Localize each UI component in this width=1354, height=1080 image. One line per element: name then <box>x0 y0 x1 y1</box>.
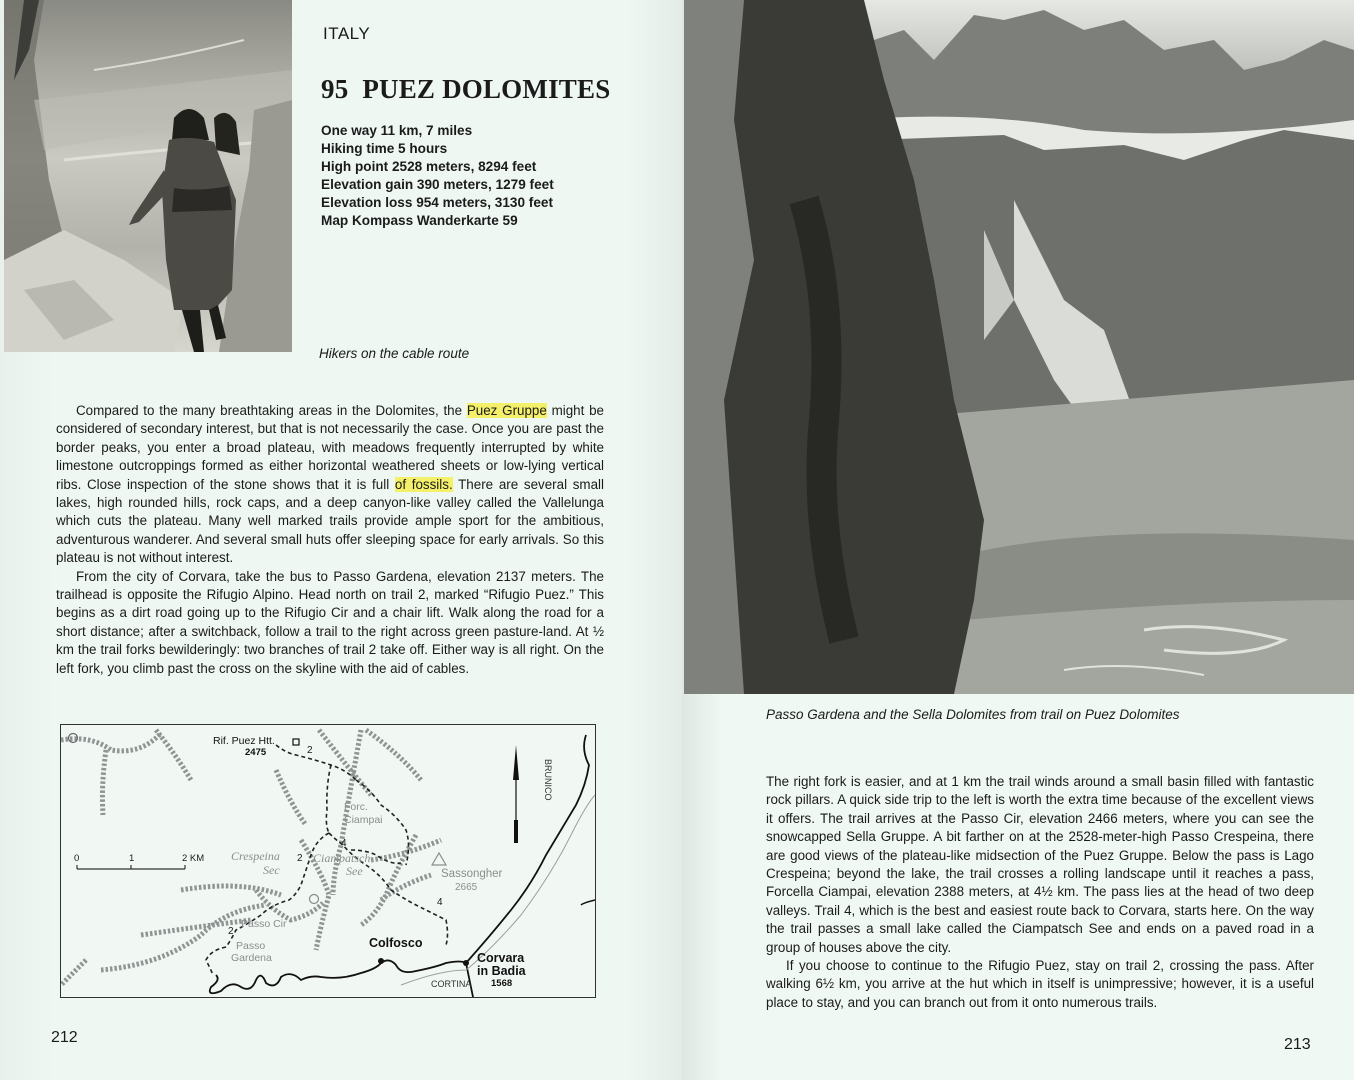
north-arrow-icon <box>513 745 519 780</box>
hike-number: 95 <box>321 74 349 104</box>
stat-elevation-loss: Elevation loss 954 meters, 3130 feet <box>321 195 553 210</box>
country-label: ITALY <box>323 24 371 43</box>
right-paragraph-1: The right fork is easier, and at 1 km the trail winds around a small basin filled with fantastic rock pillars. A quick side trip to the left is worth the extra time because of the excellent views it offers. The trail arrives at the Passo Cir, elevation 2466 meters, where you can see the snowcapped Sella Gruppe. A bit farther on at the 2528-meter-high Passo Crespeina, there are good views of the plateau-like midsection of the Puez Gruppe. Below the pass is Lago Crespeina; beyond the lake, the trail crosses a rolling landscape until it reaches a pass, Forcella Ciampai, elevation 2388 meters, at 4½ km. The pass lies at the head of two deep valleys. Trail 4, which is the best and easiest route back to Corvara, starts here. On the way the trail passes a small lake called the Ciampatsch See and ends on a paved road in a group of houses above the city. <box>766 774 1314 955</box>
hikers-photo <box>4 0 292 352</box>
corvara-dot <box>463 960 469 966</box>
left-body-text <box>56 402 604 678</box>
text-run: There are several small lakes, high rounded hills, rock caps, and a deep canyon-like valley called the Vallelunga which cuts the plateau. Many well marked trails provide ample sport for the ambitious, adventurous wanderer. And several small huts offer sleeping space for early arrivals. So this plateau is not without interest. <box>56 476 604 566</box>
left-paragraph-1 <box>56 402 604 568</box>
map-label-gardena: Gardena <box>231 952 272 964</box>
map-label-corvara-elev: 1568 <box>491 978 513 989</box>
stat-distance: One way 11 km, 7 miles <box>321 123 473 138</box>
stat-high-point: High point 2528 meters, 8294 feet <box>321 159 537 174</box>
map-label-sec: Sec <box>263 863 280 877</box>
map-label-passo: Passo <box>236 940 266 952</box>
text-run: Compared to the many breathtaking areas in the Dolomites, the <box>76 403 467 418</box>
page-number-right: 213 <box>1284 1036 1311 1053</box>
map-label-rif-puez-elev: 2475 <box>245 747 267 758</box>
scale-tick-2: 2 KM <box>182 853 205 864</box>
left-paragraph-2: From the city of Corvara, take the bus to Passo Gardena, elevation 2137 meters. The trailhead is opposite the Rifugio Alpino. Head north on trail 2, marked “Rifugio Puez.” This begins as a dirt road going up to the Rifugio Cir and a chair lift. Walk along the road for a short distance; after a switchback, follow a trail to the right across green pasture-land. At ½ km the trail forks bewilderingly: two branches of trail 2 take off. Either way is all right. On the left fork, you climb past the cross on the skyline with the aid of cables. <box>56 568 604 676</box>
map-label-ciampai: Ciampai <box>344 814 383 826</box>
map-label-forc: Forc. <box>344 801 368 813</box>
map-label-ciampatsch: Ciampatsch <box>313 851 371 865</box>
dolomites-photo-caption: Passo Gardena and the Sella Dolomites from trail on Puez Dolomites <box>766 707 1180 722</box>
map-label-in-badia: in Badia <box>477 964 526 978</box>
map-label-rif-puez: Rif. Puez Htt. <box>213 735 275 747</box>
scale-bar <box>77 865 185 869</box>
viewpoint-icon <box>310 895 319 904</box>
stat-elevation-gain: Elevation gain 390 meters, 1279 feet <box>321 177 554 192</box>
map-label-sassongher-elev: 2665 <box>455 882 478 893</box>
scale-tick-0: 0 <box>74 853 80 864</box>
hikers-photo-caption: Hikers on the cable route <box>319 346 470 361</box>
map-label-see: See <box>346 864 363 878</box>
page-number-left: 212 <box>51 1029 78 1046</box>
highlight-fossils: of fossils. <box>394 476 453 492</box>
map-label-colfosco: Colfosco <box>369 936 423 950</box>
map-label-sassongher: Sassongher <box>441 868 503 880</box>
right-body-text <box>766 773 1314 1012</box>
highlight-puez-gruppe: Puez Gruppe <box>466 403 547 418</box>
map-label-corvara: Corvara <box>477 951 525 965</box>
map-label-brunico: BRUNICO <box>543 759 553 801</box>
map-label-trail-2c: 2 <box>228 926 234 937</box>
map-label-crespeina: Crespeina <box>231 849 280 863</box>
scale-tick-1: 1 <box>129 853 135 864</box>
map-label-cortina: CORTINA <box>431 979 472 989</box>
dolomites-photo <box>684 0 1354 694</box>
stat-map: Map Kompass Wanderkarte 59 <box>321 213 518 228</box>
hike-name: PUEZ DOLOMITES <box>362 74 611 104</box>
map-label-trail-2b: 2 <box>297 853 303 864</box>
summit-icon <box>432 853 446 865</box>
right-paragraph-2: If you choose to continue to the Rifugio Puez, stay on trail 2, crossing the pass. After walking 6½ km, you arrive at the hut which in itself is unimpressive; however, it is a useful place to stay, and you can branch out from it onto numerous trails. <box>766 958 1314 1010</box>
map-label-passo-cir: Passo Cir <box>241 918 287 930</box>
map-label-trail-4: 4 <box>341 838 347 849</box>
colfosco-dot <box>378 958 384 964</box>
text-run: might be considered of secondary interest, but that is not necessarily the case. Once you are past the border peaks, you enter a broad plateau, with meadows frequently interrupted by white limestone outcroppings formed as either horizontal weathered sheets or low-lying vertical ribs. Close inspection of the stone shows that it is full <box>56 403 605 492</box>
trail-map <box>60 724 596 998</box>
hike-title <box>321 74 610 105</box>
hike-stats <box>321 122 554 230</box>
road-gardena <box>210 963 381 993</box>
stat-hiking-time: Hiking time 5 hours <box>321 141 448 156</box>
rifugio-icon <box>293 739 299 745</box>
map-label-trail-2: 2 <box>307 745 313 756</box>
map-label-trail-4b: 4 <box>437 897 443 908</box>
right-page <box>682 0 1354 1080</box>
road-brunico <box>466 735 589 963</box>
